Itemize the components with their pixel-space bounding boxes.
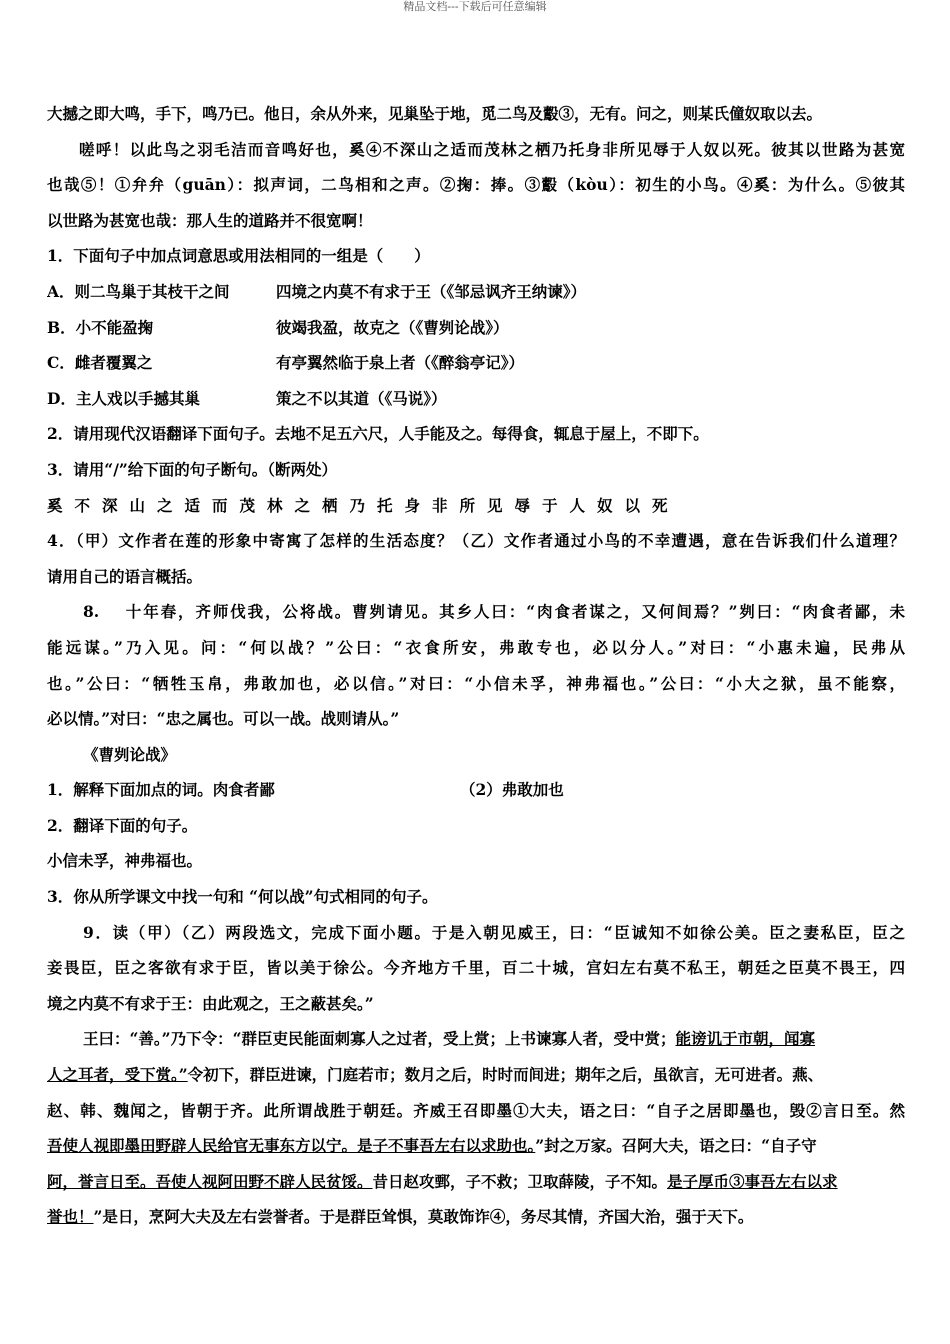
passage-9-line: 妾畏臣，臣之客欲有求于臣，皆以美于徐公。今齐地方千里，百二十城，宫妇左右莫不私王，朝廷之臣莫不畏王，四 bbox=[47, 958, 905, 978]
passage-9-line bbox=[47, 1164, 905, 1200]
passage-9-underlined: 能谤讥于市朝，闻寡 bbox=[675, 1029, 816, 1049]
question-4-cont: 请用自己的语言概括。 bbox=[47, 566, 203, 586]
passage-8-question-1 bbox=[47, 772, 905, 808]
passage-8-question-1-right: （2）弗敢加也 bbox=[460, 780, 564, 800]
option-a-right: 四境之内莫不有求于王（《邹忌讽齐王纳谏》） bbox=[276, 281, 587, 301]
option-c-left: C．雌者覆翼之 bbox=[47, 353, 153, 373]
passage-8-line: 必以情。”对曰：“忠之属也。可以一战。战则请从。” bbox=[47, 709, 400, 729]
passage-line: 大撼之即大鸣，手下，鸣乃已。他日，余从外来，见巢坠于地，觅二鸟及鷇③，无有。问之，则某氏僮奴取以去。 bbox=[47, 104, 823, 123]
passage-8-question-2-sentence: 小信未孚，神弗福也。 bbox=[47, 851, 203, 871]
passage-8-line: 也。”公曰：“牺牲玉帛，弗敢加也，必以信。”对曰：“小信未孚，神弗福也。”公曰：“小大之狱，虽不能察， bbox=[47, 673, 905, 693]
passage-line: 也哉⑤！①弁弁（guān）：拟声词，二鸟相和之声。②掬：捧。③鷇（kòu）：初生的小鸟。④奚：为什么。⑤彼其 bbox=[47, 175, 905, 195]
passage-8-line: 8. 十年春，齐师伐我，公将战。曹刿请见。其乡人曰：“肉食者谋之，又何间焉？”刿曰：“肉食者鄙，未 bbox=[83, 602, 905, 622]
option-d-right: 策之不以其道（《马说》） bbox=[276, 388, 447, 408]
page-header: 精品文档---下载后可任意编辑 bbox=[403, 0, 547, 13]
question-3-sentence: 奚不深山之适而茂林之栖乃托身非所见辱于人奴以死 bbox=[47, 495, 680, 515]
passage-8-question-1-left: 1．解释下面加点的词。肉食者鄙 bbox=[47, 780, 275, 800]
document-body bbox=[47, 96, 905, 1235]
option-b bbox=[47, 310, 905, 346]
passage-8-line: 能远谋。”乃入见。问：“何以战？”公曰：“衣食所安，弗敢专也，必以分人。”对曰：“小惠未遍，民弗从 bbox=[47, 637, 905, 657]
passage-9-underlined: 阿，誉言日至。吾使人视阿田野不辟人民贫馁。 bbox=[47, 1171, 373, 1191]
passage-9-underlined: 誉也！ bbox=[47, 1207, 94, 1227]
option-d-left: D．主人戏以手撼其巢 bbox=[47, 388, 200, 408]
passage-line: 嗟呼！以此鸟之羽毛洁而音鸣好也，奚④不深山之适而茂林之栖乃托身非所见辱于人奴以死。彼其以世路为甚宽 bbox=[79, 139, 905, 159]
passage-9-text: ”是日，烹阿大夫及左右尝誉者。于是群臣耸惧，莫敢饰诈④，务尽其情，齐国大治，强于天下。 bbox=[93, 1207, 754, 1227]
passage-9-line bbox=[47, 1057, 905, 1093]
option-a-left: A．则二鸟巢于其枝干之间 bbox=[47, 281, 230, 301]
question-2: 2．请用现代汉语翻译下面句子。去地不足五六尺，人手能及之。每得食，辄息于屋上，不即下。 bbox=[47, 424, 709, 444]
passage-line: 以世路为甚宽也哉：那人生的道路并不很宽啊！ bbox=[47, 210, 373, 230]
question-1: 1．下面句子中加点词意思或用法相同的一组是（ ） bbox=[47, 246, 430, 266]
question-4: 4．（甲）文作者在莲的形象中寄寓了怎样的生活态度？（乙）文作者通过小鸟的不幸遭遇，意在告诉我们什么道理？ bbox=[47, 531, 905, 551]
passage-9-text: ”封之万家。召阿大夫，语之曰：“自子守 bbox=[535, 1136, 817, 1156]
passage-8-question-2: 2．翻译下面的句子。 bbox=[47, 815, 198, 835]
passage-9-underlined: 吾使人视即墨田野辟人民给官无事东方以宁。是子不事吾左右以求助也。 bbox=[47, 1136, 536, 1156]
passage-9-line: 赵、韩、魏闻之，皆朝于齐。此所谓战胜于朝廷。齐威王召即墨①大夫，语之曰：“自子之居即墨也，毁②言日至。然 bbox=[47, 1100, 905, 1120]
option-b-left: B．小不能盈掬 bbox=[47, 317, 154, 337]
option-c-right: 有亭翼然临于泉上者（《醉翁亭记》） bbox=[276, 353, 525, 373]
passage-9-line bbox=[47, 1021, 905, 1057]
option-c bbox=[47, 345, 905, 381]
passage-8-source: 《曹刿论战》 bbox=[83, 744, 177, 764]
passage-9-line: 9．读（甲）（乙）两段选文，完成下面小题。于是入朝见威王，曰：“臣诚知不如徐公美。臣之妻私臣，臣之 bbox=[83, 922, 905, 942]
passage-9-text: 王曰：“善。”乃下令：“群臣吏民能面刺寡人之过者，受上赏；上书谏寡人者，受中赏； bbox=[83, 1029, 676, 1049]
passage-9-underlined: 是子厚币③事吾左右以求 bbox=[667, 1171, 838, 1191]
passage-9-line bbox=[47, 1199, 905, 1235]
option-a bbox=[47, 274, 905, 310]
option-b-right: 彼竭我盈，故克之（《曹刿论战》） bbox=[276, 317, 509, 337]
passage-8-question-3: 3．你从所学课文中找一句和 “何以战”句式相同的句子。 bbox=[47, 887, 438, 907]
passage-9-line bbox=[47, 1128, 905, 1164]
passage-9-text: 令初下，群臣进谏，门庭若市；数月之后，时时而间进；期年之后，虽欲言，无可进者。燕、 bbox=[187, 1065, 824, 1085]
passage-9-line: 境之内莫不有求于王：由此观之，王之蔽甚矣。” bbox=[47, 993, 374, 1013]
question-3: 3．请用“/”给下面的句子断句。（断两处） bbox=[47, 459, 338, 479]
option-d bbox=[47, 381, 905, 417]
passage-9-underlined: 人之耳者，受下赏。” bbox=[47, 1065, 188, 1085]
passage-9-text: 昔日赵攻鄄，子不救；卫取薛陵，子不知。 bbox=[372, 1171, 668, 1191]
